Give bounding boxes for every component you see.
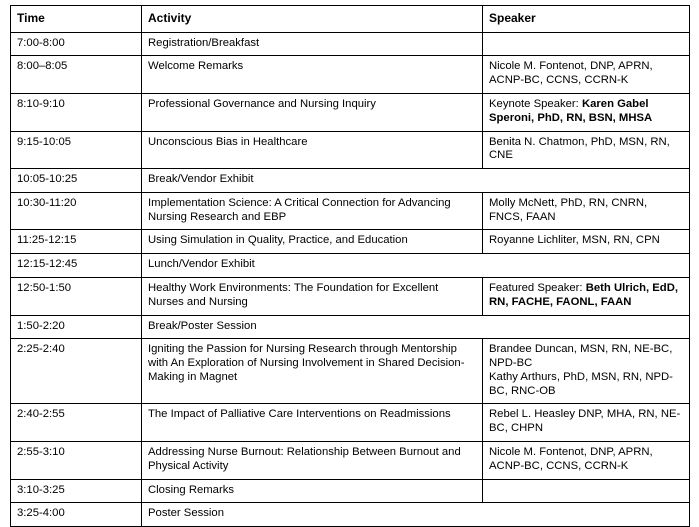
cell-speaker: Nicole M. Fontenot, DNP, APRN, ACNP-BC, CCNS, CCRN-K	[483, 56, 690, 94]
table-row	[11, 93, 690, 131]
cell-time: 9:15-10:05	[11, 131, 142, 169]
speaker-name: Karen Gabel Speroni, PhD, RN, BSN, MHSA	[489, 97, 653, 124]
column-header-speaker: Speaker	[483, 6, 690, 33]
cell-time: 3:25-4:00	[11, 503, 142, 527]
table-row	[11, 230, 690, 254]
cell-time: 11:25-12:15	[11, 230, 142, 254]
cell-speaker: Royanne Lichliter, MSN, RN, CPN	[483, 230, 690, 254]
agenda-table	[10, 5, 690, 527]
cell-activity: The Impact of Palliative Care Interventions on Readmissions	[142, 404, 483, 442]
cell-activity: Closing Remarks	[142, 479, 483, 503]
cell-time: 7:00-8:00	[11, 32, 142, 56]
cell-time: 12:15-12:45	[11, 254, 142, 278]
speaker-prefix: Keynote Speaker:	[489, 97, 582, 110]
cell-time: 2:25-2:40	[11, 339, 142, 404]
table-row	[11, 339, 690, 404]
speaker-name: Kathy Arthurs, PhD, MSN, RN, NPD-BC, RNC-OB	[489, 370, 673, 397]
speaker-name: Brandee Duncan, MSN, RN, NE-BC, NPD-BC	[489, 343, 673, 370]
cell-time: 8:10-9:10	[11, 93, 142, 131]
cell-activity: Professional Governance and Nursing Inquiry	[142, 93, 483, 131]
cell-speaker	[483, 93, 690, 131]
cell-activity: Unconscious Bias in Healthcare	[142, 131, 483, 169]
cell-time: 3:10-3:25	[11, 479, 142, 503]
table-row	[11, 254, 690, 278]
table-row	[11, 442, 690, 480]
table-row	[11, 479, 690, 503]
cell-activity: Registration/Breakfast	[142, 32, 483, 56]
cell-speaker	[483, 479, 690, 503]
column-header-time: Time	[11, 6, 142, 33]
cell-time: 2:55-3:10	[11, 442, 142, 480]
table-row	[11, 56, 690, 94]
cell-session-full-width: Break/Vendor Exhibit	[142, 169, 690, 193]
cell-speaker	[483, 278, 690, 316]
header-row	[11, 6, 690, 33]
cell-speaker	[483, 32, 690, 56]
table-row	[11, 32, 690, 56]
cell-time: 12:50-1:50	[11, 278, 142, 316]
cell-activity: Healthy Work Environments: The Foundation for Excellent Nurses and Nursing	[142, 278, 483, 316]
cell-activity: Welcome Remarks	[142, 56, 483, 94]
cell-speaker: Benita N. Chatmon, PhD, MSN, RN, CNE	[483, 131, 690, 169]
cell-session-full-width: Lunch/Vendor Exhibit	[142, 254, 690, 278]
table-header	[11, 6, 690, 33]
cell-session-full-width: Break/Poster Session	[142, 315, 690, 339]
table-row	[11, 131, 690, 169]
cell-time: 8:00–8:05	[11, 56, 142, 94]
cell-time: 2:40-2:55	[11, 404, 142, 442]
table-row	[11, 169, 690, 193]
cell-speaker: Rebel L. Heasley DNP, MHA, RN, NE-BC, CHPN	[483, 404, 690, 442]
cell-time: 10:05-10:25	[11, 169, 142, 193]
cell-activity: Addressing Nurse Burnout: Relationship Between Burnout and Physical Activity	[142, 442, 483, 480]
cell-activity: Using Simulation in Quality, Practice, and Education	[142, 230, 483, 254]
column-header-activity: Activity	[142, 6, 483, 33]
cell-session-full-width: Poster Session	[142, 503, 690, 527]
cell-activity: Igniting the Passion for Nursing Research through Mentorship with An Exploration of Nursing Involvement in Shared Decision-Making in Magnet	[142, 339, 483, 404]
table-body	[11, 32, 690, 527]
table-row	[11, 192, 690, 230]
cell-time: 10:30-11:20	[11, 192, 142, 230]
cell-speaker: Molly McNett, PhD, RN, CNRN, FNCS, FAAN	[483, 192, 690, 230]
table-row	[11, 315, 690, 339]
speaker-name: Beth Ulrich, EdD, RN, FACHE, FAONL, FAAN	[489, 282, 678, 308]
cell-speaker: Nicole M. Fontenot, DNP, APRN, ACNP-BC, CCNS, CCRN-K	[483, 442, 690, 480]
table-row	[11, 278, 690, 316]
cell-activity: Implementation Science: A Critical Connection for Advancing Nursing Research and EBP	[142, 192, 483, 230]
cell-speaker	[483, 339, 690, 404]
cell-time: 1:50-2:20	[11, 315, 142, 339]
speaker-prefix: Featured Speaker:	[489, 282, 586, 294]
table-row	[11, 404, 690, 442]
table-row	[11, 503, 690, 527]
